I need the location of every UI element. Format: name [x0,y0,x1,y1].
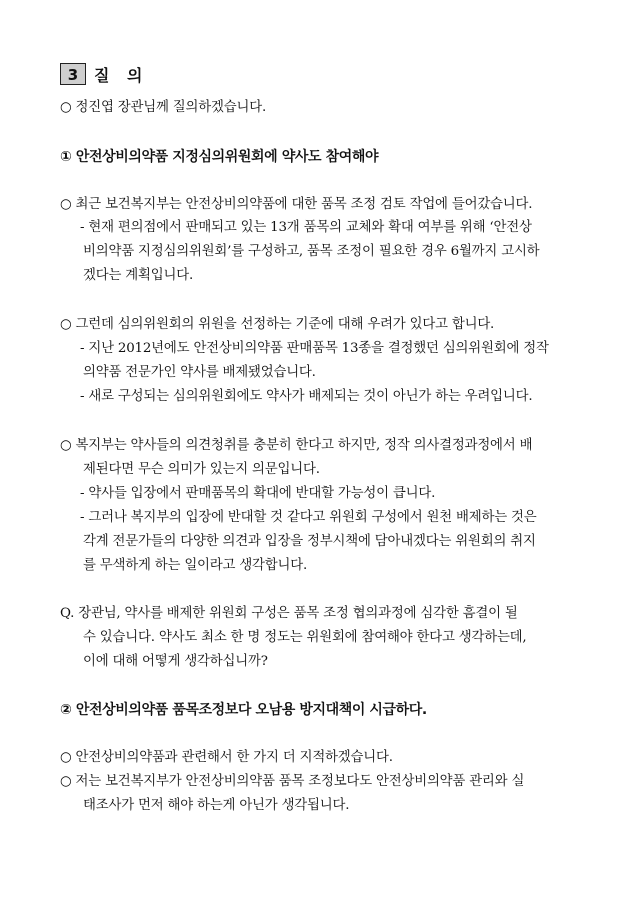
paragraph-line: ○ 최근 보건복지부는 안전상비의약품에 대한 품목 조정 검토 작업에 들어갔습니다. [60,197,533,212]
question-line: Q. 장관님, 약사를 배제한 위원회 구성은 품목 조정 협의과정에 심각한 흠결이 될 [60,606,518,621]
paragraph-line: 겠다는 계획입니다. [83,268,193,283]
section-header [60,62,148,86]
section-number-badge: 3 [60,63,86,85]
paragraph-line: ○ 그런데 심의위원회의 위원을 선정하는 기준에 대해 우려가 있다고 합니다. [60,317,495,332]
paragraph-line: 의약품 전문가인 약사를 배제됐었습니다. [83,365,316,380]
paragraph-line: ○ 저는 보건복지부가 안전상비의약품 품목 조정보다도 안전상비의약품 관리와 실 [60,774,525,789]
question-line: 이에 대해 어떻게 생각하십니까? [83,654,268,669]
subheading-1: ① 안전상비의약품 지정심의위원회에 약사도 참여해야 [60,149,379,165]
paragraph-line: - 현재 편의점에서 판매되고 있는 13개 품목의 교체와 확대 여부를 위해 ‘안전상 [80,220,532,235]
paragraph-line: - 새로 구성되는 심의위원회에도 약사가 배제되는 것이 아닌가 하는 우려입니다. [80,389,533,404]
paragraph-line: 제된다면 무슨 의미가 있는지 의문입니다. [83,462,320,477]
paragraph-line: ○ 정진엽 장관님께 질의하겠습니다. [60,100,267,115]
paragraph-line: 비의약품 지정심의위원회’를 구성하고, 품목 조정이 필요한 경우 6월까지 고시하 [83,244,540,259]
subheading-2: ② 안전상비의약품 품목조정보다 오남용 방지대책이 시급하다. [60,702,427,718]
paragraph-line: - 그러나 복지부의 입장에 반대할 것 같다고 위원회 구성에서 원천 배제하는 것은 [80,510,537,525]
paragraph-line: 각계 전문가들의 다양한 의견과 입장을 정부시책에 담아내겠다는 위원회의 취지 [83,534,536,549]
section-title: 질 의 [94,65,149,85]
question-line: 수 있습니다. 약사도 최소 한 명 정도는 위원회에 참여해야 한다고 생각하는데, [83,630,527,645]
paragraph-line: - 지난 2012년에도 안전상비의약품 판매품목 13종을 결정했던 심의위원회에 정작 [80,341,549,356]
paragraph-line: 태조사가 먼저 해야 하는게 아닌가 생각됩니다. [83,798,350,813]
paragraph-line: ○ 복지부는 약사들의 의견청취를 충분히 한다고 하지만, 정작 의사결정과정에서 배 [60,438,533,453]
paragraph-line: 를 무색하게 하는 일이라고 생각합니다. [83,558,308,573]
paragraph-line: ○ 안전상비의약품과 관련해서 한 가지 더 지적하겠습니다. [60,750,393,765]
paragraph-line: - 약사들 입장에서 판매품목의 확대에 반대할 가능성이 큽니다. [80,486,436,501]
